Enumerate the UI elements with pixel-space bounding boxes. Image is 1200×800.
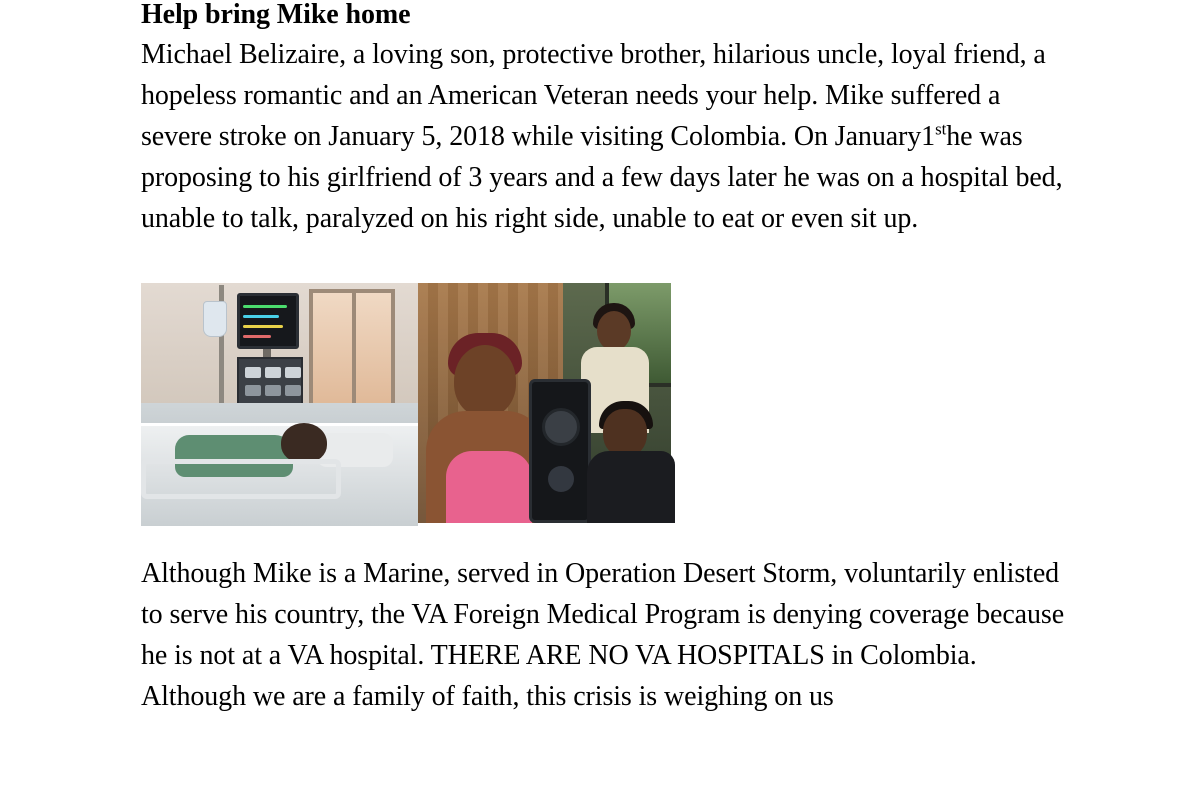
seated-person-body xyxy=(587,451,675,523)
iv-bag xyxy=(203,301,227,337)
speaker-cone xyxy=(542,408,580,446)
equipment-button xyxy=(245,367,261,378)
speaker-tweeter xyxy=(548,466,574,492)
monitor-trace-line xyxy=(243,325,283,328)
bed-rail xyxy=(141,459,341,499)
document-body xyxy=(141,0,1071,712)
woman-head xyxy=(454,345,516,417)
seated-person-head xyxy=(603,409,647,457)
monitor-trace-line xyxy=(243,305,287,308)
photo-panel-hospital xyxy=(141,283,418,523)
paragraph-intro-text-part1: Michael Belizaire, a loving son, protective brother, hilarious uncle, loyal friend, a hopeless romantic and an American Veteran needs your help. Mike suffered a severe stroke on January 5, 2018 while visiting Colombia. On January1 xyxy=(141,38,1046,152)
loudspeaker xyxy=(529,379,591,523)
paragraph-va-coverage: Although Mike is a Marine, served in Operation Desert Storm, voluntarily enlisted to serve his country, the VA Foreign Medical Program is denying coverage because he is not at a VA hospital. THERE ARE NO VA HOSPITALS in Colombia. xyxy=(141,557,1065,671)
page-title: Help bring Mike home xyxy=(141,0,411,30)
equipment-button xyxy=(245,385,261,396)
paragraph-intro-text-part2: he was proposing to his girlfriend of 3 years and a few days later he was on a hospital bed, unable to talk, paralyzed on his right side, unable to eat or even sit up. xyxy=(141,120,1063,234)
photo-collage xyxy=(141,283,671,523)
woman-pink-top xyxy=(446,451,532,523)
paragraph-faith-partial: Although we are a family of faith, this crisis is weighing on us xyxy=(141,680,834,712)
equipment-button xyxy=(285,367,301,378)
ordinal-superscript: st xyxy=(935,119,947,139)
monitor-trace-line xyxy=(243,335,271,338)
monitor-trace-line xyxy=(243,315,279,318)
photo-panel-couple xyxy=(563,283,671,523)
paragraph-intro xyxy=(141,34,1071,239)
equipment-button xyxy=(265,367,281,378)
standing-person-head xyxy=(597,311,631,351)
vitals-monitor xyxy=(237,293,299,349)
equipment-button xyxy=(265,385,281,396)
hospital-window xyxy=(309,289,395,409)
patient-head xyxy=(281,423,327,463)
equipment-button xyxy=(285,385,301,396)
